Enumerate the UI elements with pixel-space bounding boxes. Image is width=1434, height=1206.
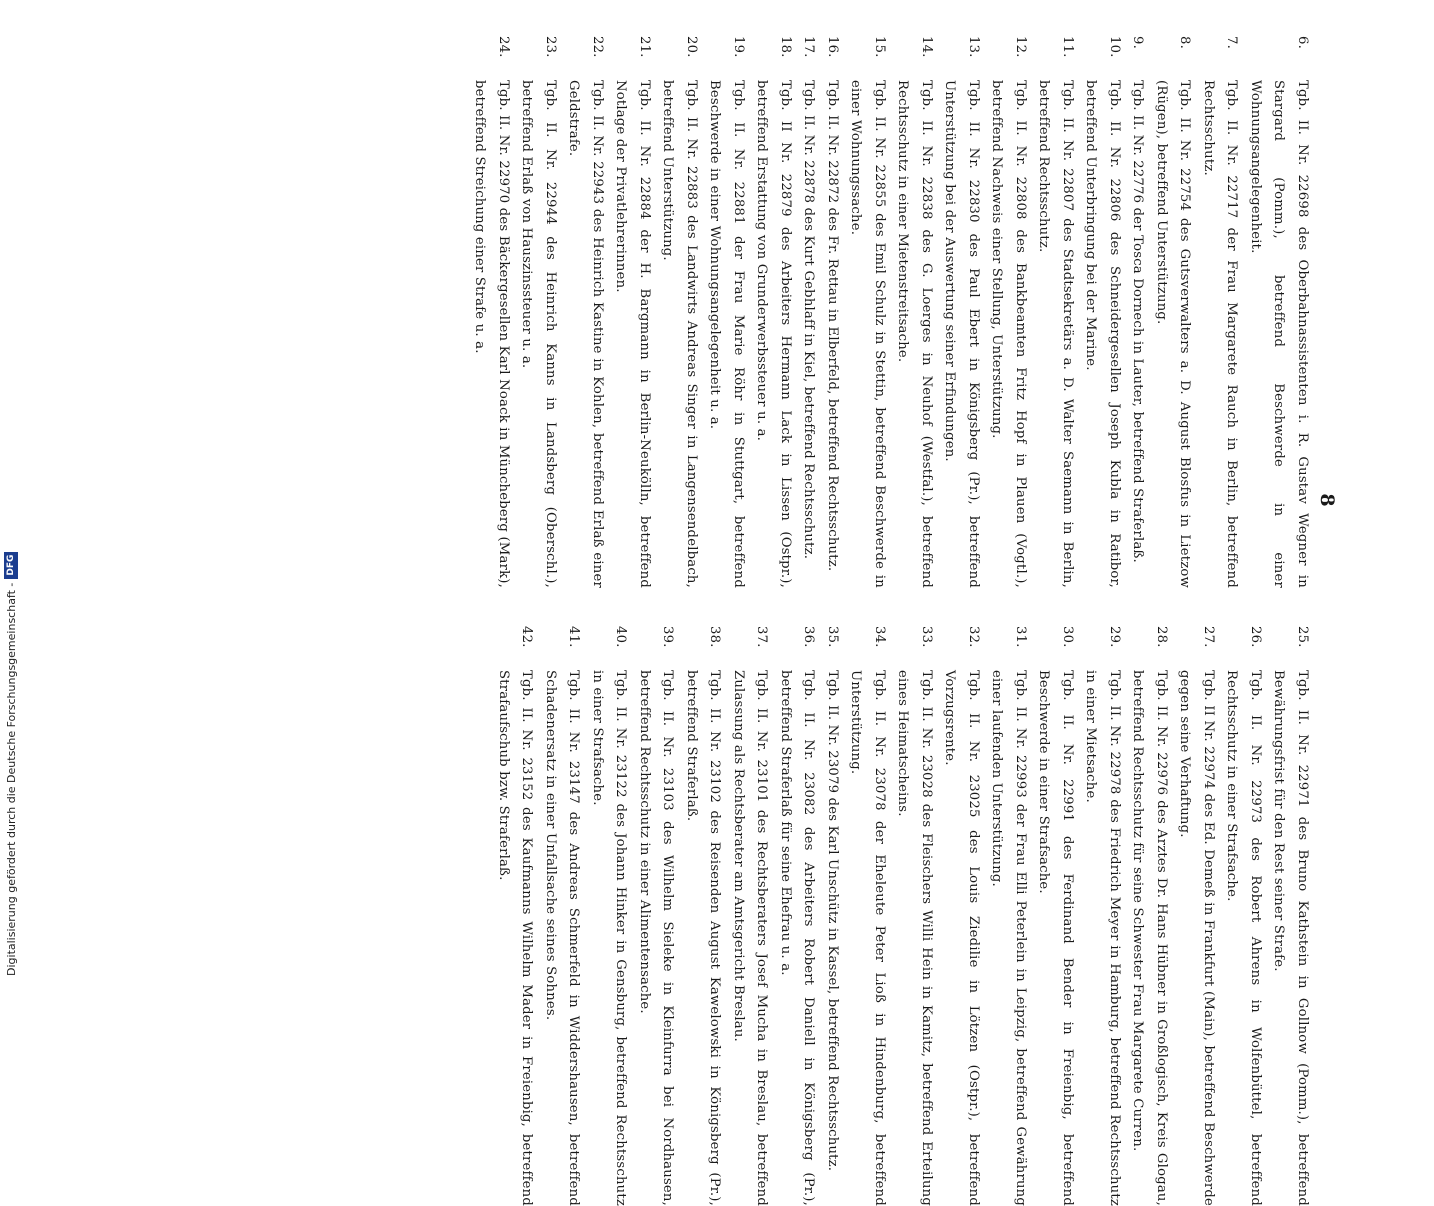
list-item — [1032, 626, 1079, 1206]
item-text: Tgb. II Nr. 22879 des Arbeiters Hermann Lack in Lissen (Ostpr.), betreffend Erstattung von Grunderwerbssteuer u. a. — [754, 80, 793, 588]
item-number: 21. — [637, 36, 652, 58]
list-item — [633, 626, 680, 1206]
list-item — [891, 36, 938, 588]
list-item — [821, 626, 845, 1206]
list-item — [938, 626, 985, 1206]
item-number: 9. — [1130, 36, 1146, 49]
list-item — [515, 36, 562, 588]
item-number: 40. — [613, 626, 629, 648]
item-text: Tgb. II. Nr. 22806 des Schneidergesellen Joseph Kubla in Ratibor, betreffend Unterbringung bei der Marine. — [1083, 80, 1122, 588]
item-text: Tgb. II. Nr. 22881 der Frau Marie Röhr in Stuttgart, betreffend Beschwerde in einer Wohnungsangelegenheit u. a. — [707, 80, 746, 588]
list-item — [844, 36, 891, 588]
item-number: 37. — [754, 626, 770, 648]
item-number: 10. — [1107, 36, 1122, 58]
item-text: Tgb. II. Nr. 22943 des Heinrich Kastine in Kohlen, betreffend Erlaß einer Geldstrafe. — [566, 80, 605, 588]
list-item — [539, 626, 586, 1206]
list-item — [938, 36, 985, 588]
item-text: Tgb. II. Nr. 22991 des Ferdinand Bender in Freienbig, betreffend Beschwerde in einer Strafsache. — [1036, 670, 1075, 1206]
list-item — [609, 36, 656, 588]
item-number: 19. — [731, 36, 746, 58]
item-number: 30. — [1060, 626, 1075, 648]
item-text: Tgb. II. Nr. 22776 der Tosca Dornech in Lauter, betreffend Straferlaß. — [1130, 80, 1146, 563]
item-text: Tgb. II. Nr. 22883 des Landwirts Andreas Singer in Langensendelbach, betreffend Unterstützung. — [660, 80, 699, 588]
item-number: 12. — [1013, 36, 1028, 58]
list-item — [1173, 626, 1220, 1206]
item-number: 15. — [872, 36, 887, 58]
item-number: 16. — [825, 36, 840, 58]
item-number: 36. — [801, 626, 817, 648]
item-text: Tgb. II. Nr. 23078 der Eheleute Peter Lioß in Hindenburg, betreffend Unterstützung. — [848, 670, 887, 1206]
item-number: 23. — [543, 36, 558, 58]
item-text: Tgb. II. Nr. 23025 des Louis Ziedilie in Lötzen (Ostpr.), betreffend Vorzugsrente. — [942, 670, 981, 1206]
item-number: 8. — [1177, 36, 1193, 49]
item-number: 11. — [1060, 36, 1075, 58]
item-text: Tgb. II. Nr. 23152 des Kaufmanns Wilhelm Mader in Freienbig, betreffend Strafaufschub bzw. Straferlaß. — [496, 670, 535, 1206]
list-item — [703, 36, 750, 588]
item-text: Tgb. II. Nr. 22944 des Heinrich Kanns in Landsberg (Oberschl.), betreffend Erlaß von Hauszinssteuer u. a. — [519, 80, 558, 588]
item-text: Tgb. II Nr. 22974 des Ed. Demeß in Frankfurt (Main), betreffend Beschwerde gegen seine Verhaftung. — [1177, 670, 1216, 1206]
item-number: 38. — [707, 626, 723, 648]
list-item — [774, 626, 821, 1206]
item-text: Tgb. II. Nr. 22807 des Stadtsekretärs a. D. Walter Saemann in Berlin, betreffend Rechtsschutz. — [1036, 80, 1075, 588]
list-item — [492, 626, 539, 1206]
item-text: Tgb. II. Nr. 22717 der Frau Margarete Rauch in Berlin, betreffend Rechtsschutz. — [1201, 80, 1240, 588]
item-number: 29. — [1107, 626, 1122, 648]
item-number: 25. — [1295, 626, 1310, 648]
list-item — [1126, 626, 1173, 1206]
item-number: 33. — [919, 626, 934, 648]
item-text: Tgb. II. Nr. 22970 des Bäckergesellen Karl Noack in Müncheberg (Mark), betreffend Streichung einer Strafe u. a. — [472, 80, 511, 588]
list-item — [1197, 36, 1244, 588]
item-number: 31. — [1013, 626, 1028, 648]
item-number: 42. — [519, 626, 535, 648]
item-number: 35. — [825, 626, 840, 648]
left-column — [274, 36, 1314, 588]
list-item — [891, 626, 938, 1206]
item-text: Tgb. II. Nr. 23122 des Johann Hinker in Gensburg, betreffend Rechtsschutz in einer Strafsache. — [590, 670, 629, 1206]
digitization-note — [4, 0, 20, 976]
item-number: 13. — [966, 36, 981, 58]
item-number: 24. — [496, 36, 511, 58]
list-item — [797, 36, 821, 588]
item-text: Tgb. II. Nr. 22976 des Arztes Dr. Hans Hübner in Großlogisch, Kreis Glogau, betreffend Rechtsschutz für seine Schwester Frau Margarete Curren. — [1130, 670, 1169, 1206]
item-number: 26. — [1248, 626, 1263, 648]
list-item — [1079, 626, 1126, 1206]
item-text: Tgb. II. Nr. 22838 des G. Loerges in Neuhof (Westfal.), betreffend Rechtsschutz in einer Mietenstreitsache. — [895, 80, 934, 588]
dfg-logo: DFG — [4, 552, 18, 579]
list-item — [656, 36, 703, 588]
item-text: Tgb. II. Nr. 22978 des Friedrich Meyer in Hamburg, betreffend Rechtsschutz in einer Mietsache. — [1083, 670, 1122, 1206]
item-number: 32. — [966, 626, 981, 648]
item-text: Tgb. II. Nr. 22878 des Kurt Gebhlaff in Kiel, betreffend Rechtsschutz. — [801, 80, 817, 560]
list-item — [1032, 36, 1079, 588]
item-text: Tgb. II. Nr. 22971 des Bruno Kathstein in Gollnow (Pomm.), betreffend Bewährungsfrist für den Rest seiner Strafe. — [1271, 670, 1310, 1206]
item-text: Tgb. II. Nr. 22884 der H. Bargmann in Berlin-Neukölln, betreffend Notlage der Privatlehrerinnen. — [613, 80, 652, 588]
list-item — [1126, 36, 1150, 588]
list-item — [468, 36, 515, 588]
item-text: Tgb. II. Nr. 22698 des Oberbahnassistenten i. R. Gustav Wegner in Stargard (Pomm.), betreffend Beschwerde in einer Wohnungsangelegenheit. — [1248, 80, 1310, 588]
list-item — [1150, 36, 1197, 588]
item-text: Tgb. II. Nr. 23082 des Arbeiters Robert Daniell in Königsberg (Pr.), betreffend Straferlaß für seine Ehefrau u. a. — [778, 670, 817, 1206]
item-text: Tgb. II. Nr. 22754 des Gutsverwalters a. D. August Blosfus in Lietzow (Rügen), betreffend Unterstützung. — [1154, 80, 1193, 588]
item-text: Tgb. II. Nr. 22872 des Fr. Rettau in Elberfeld, betreffend Rechtsschutz. — [825, 80, 840, 572]
item-text: Tgb. II. Nr. 23102 des Reisenden August Kawelowski in Königsberg (Pr.), betreffend Straferlaß. — [684, 670, 723, 1206]
page-number: 8 — [1316, 493, 1338, 507]
list-item — [562, 36, 609, 588]
list-item — [680, 626, 727, 1206]
list-item — [1244, 36, 1315, 588]
item-number: 39. — [660, 626, 676, 648]
item-text: Tgb. II. Nr. 22808 des Bankbeamten Fritz Hopf in Plauen (Vogtl.), betreffend Nachweis einer Stellung, Unterstützung. — [989, 80, 1028, 588]
item-number: 6. — [1295, 36, 1310, 49]
list-item — [844, 626, 891, 1206]
item-number: 41. — [566, 626, 582, 648]
list-item — [985, 36, 1032, 588]
item-number: 18. — [778, 36, 793, 58]
list-item — [586, 626, 633, 1206]
list-item — [1220, 626, 1267, 1206]
item-text: Tgb. II. Nr. 23103 des Wilhelm Sieleke in Kleinfurra bei Nordhausen, betreffend Rechtsschutz in einer Alimentensache. — [637, 670, 676, 1206]
item-text: Tgb. II. Nr. 22830 des Paul Ebert in Königsberg (Pr.), betreffend Unterstützung bei der Auswertung seiner Erfindungen. — [942, 80, 981, 588]
item-text: Tgb. II. Nr. 23101 des Rechtsberaters Josef Mucha in Breslau, betreffend Zulassung als Rechtsberater am Amtsgericht Breslau. — [731, 670, 770, 1206]
item-number: 17. — [801, 36, 817, 58]
list-item — [985, 626, 1032, 1206]
item-number: 27. — [1201, 626, 1216, 648]
list-item — [821, 36, 845, 588]
digitization-note-text: Digitalisierung gefördert durch die Deutsche Forschungsgemeinschaft - — [4, 582, 18, 976]
item-number: 22. — [590, 36, 605, 58]
list-item — [750, 36, 797, 588]
item-number: 7. — [1224, 36, 1240, 49]
list-item — [727, 626, 774, 1206]
right-column — [274, 626, 1314, 1206]
item-text: Tgb. II. Nr. 23028 des Fleischers Willi Hein in Kamitz, betreffend Erteilung eines Heimatscheins. — [895, 670, 934, 1206]
list-item — [1267, 626, 1314, 1206]
list-item — [1079, 36, 1126, 588]
item-number: 28. — [1154, 626, 1169, 648]
item-number: 20. — [684, 36, 699, 58]
item-text: Tgb. II. Nr. 23147 des Andreas Schmerfeld in Widdershausen, betreffend Schadenersatz in einer Unfallsache seines Sohnes. — [543, 670, 582, 1206]
item-text: Tgb. II. Nr. 22973 des Robert Ahrens in Wolfenbüttel, betreffend Rechtsschutz in einer Strafsache. — [1224, 670, 1263, 1206]
item-number: 14. — [919, 36, 934, 58]
item-number: 34. — [872, 626, 887, 648]
item-text: Tgb. II. Nr. 23079 des Karl Unschütz in Kassel, betreffend Rechtsschutz. — [825, 670, 840, 1172]
item-text: Tgb. II. Nr. 22993 der Frau Elli Peterlein in Leipzig, betreffend Gewährung einer laufenden Unterstützung. — [989, 670, 1028, 1206]
item-text: Tgb. II. Nr. 22855 des Emil Schulz in Stettin, betreffend Beschwerde in einer Wohnungssache. — [848, 80, 887, 588]
